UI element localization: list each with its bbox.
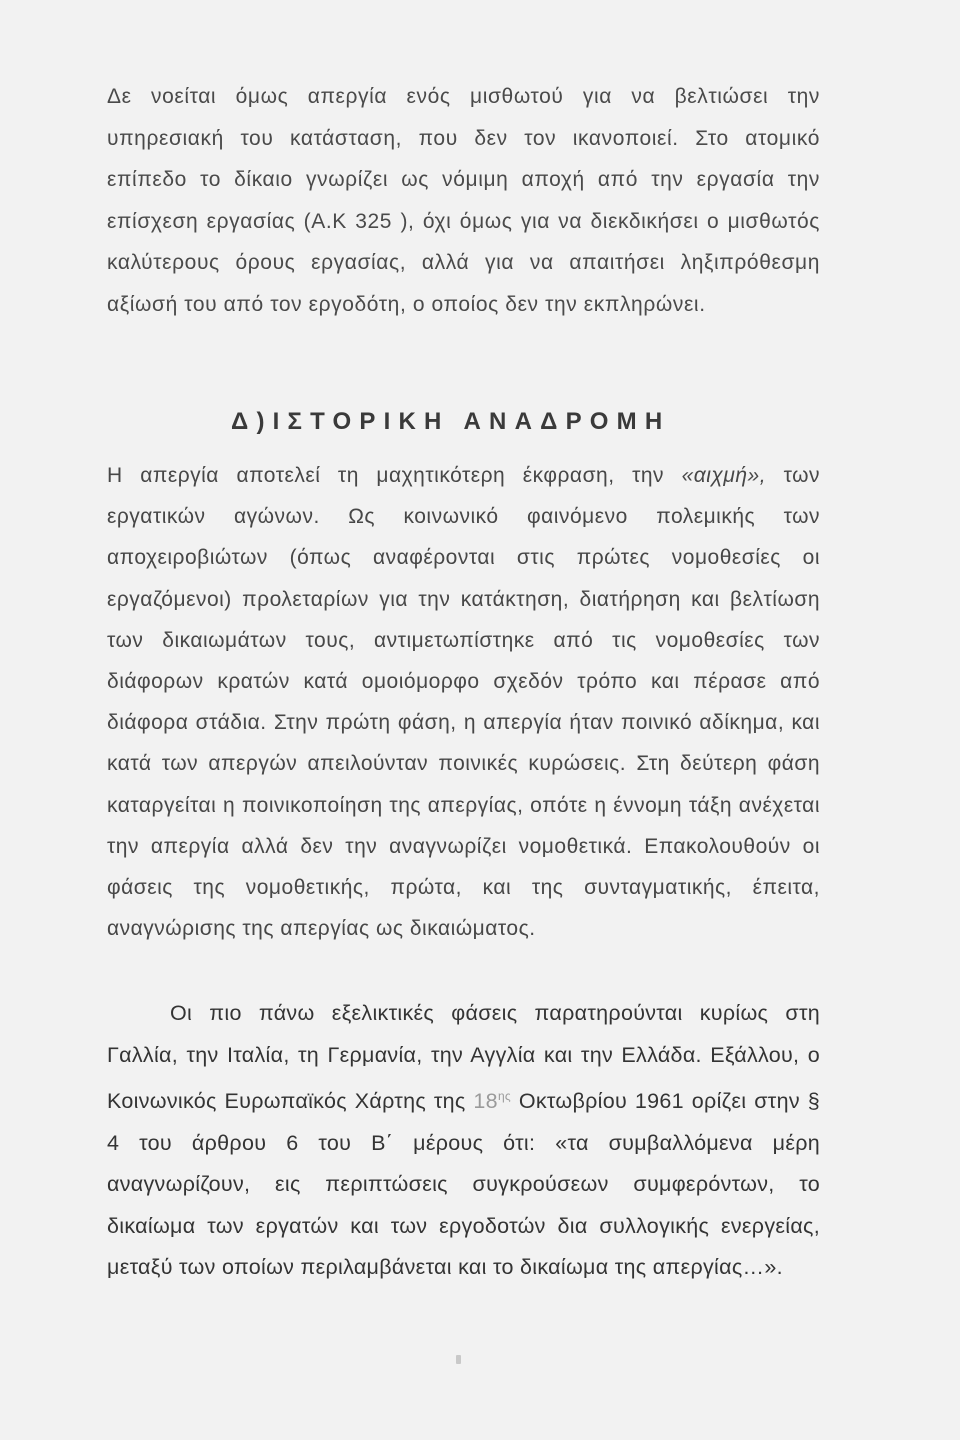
paragraph-charter-before-date: Οι πιο πάνω εξελικτικές φάσεις παρατηρούνται κυρίως στη Γαλλία, την Ιταλία, τη Γερμανία, την Αγγλία και την Ελλάδα. Εξάλλου, ο Κοινωνικός Ευρωπαϊκός Χάρτης της (107, 1001, 820, 1114)
paragraph-charter-after-date: Οκτωβρίου 1961 ορίζει στην § 4 του άρθρου 6 του Β΄ μέρους ότι: «τα συμβαλλόμενα μέρη αναγνωρίζουν, εις περιπτώσεις συγκρούσεων συμφερόντων, το δικαίωμα των εργατών και των εργοδοτών δια συλλογικής ενεργείας, μεταξύ των οποίων περιλαμβάνεται και το δικαίωμα της απεργίας…». (107, 1089, 820, 1280)
paragraph-strike-history-lead: Η απεργία αποτελεί τη μαχητικότερη έκφραση, την (107, 464, 682, 487)
date-day-suffix: ης (497, 1089, 511, 1103)
date-day: 18 (473, 1089, 498, 1114)
section-heading-historical-review: Δ)ΙΣΤΟΡΙΚΗ ΑΝΑΔΡΟΜΗ (231, 408, 671, 435)
paragraph-european-social-charter (107, 993, 820, 1289)
paragraph-strike-history (107, 455, 820, 949)
scan-speck (456, 1355, 461, 1364)
emphasis-aixmi: «αιχμή», (681, 464, 767, 487)
paragraph-strike-history-rest: των εργατικών αγώνων. Ως κοινωνικό φαινόμενο πολεμικής των αποχειροβιώτων (όπως αναφέρονται στις πρώτες νομοθεσίες οι εργαζόμενοι) προλεταρίων για την κατάκτηση, διατήρηση και βελτίωση των δικαιωμάτων τους, αντιμετωπίστηκε από τις νομοθεσίες των διάφορων κρατών κατά ομοιόμορφο σχεδόν τρόπο και πέρασε από διάφορα στάδια. Στην πρώτη φάση, η απεργία ήταν ποινικό αδίκημα, και κατά των απεργών απειλούνταν ποινικές κυρώσεις. Στη δεύτερη φάση καταργείται η ποινικοποίηση της απεργίας, οπότε η έννομη τάξη ανέχεται την απεργία αλλά δεν την αναγνωρίζει νομοθετικά. Επακολουθούν οι φάσεις της νομοθετικής, πρώτα, και της συνταγματικής, έπειτα, αναγνώρισης της απεργίας ως δικαιώματος. (107, 464, 820, 941)
paragraph-individual-strike: Δε νοείται όμως απεργία ενός μισθωτού για να βελτιώσει την υπηρεσιακή του κατάσταση, που δεν τον ικανοποιεί. Στο ατομικό επίπεδο το δίκαιο γνωρίζει ως νόμιμη αποχή από την εργασία την επίσχεση εργασίας (Α.Κ 325 ), όχι όμως για να διεκδικήσει ο μισθωτός καλύτερους όρους εργασίας, αλλά για να απαιτήσει ληξιπρόθεσμη αξίωσή του από τον εργοδότη, ο οποίος δεν την εκπληρώνει. (107, 85, 820, 316)
